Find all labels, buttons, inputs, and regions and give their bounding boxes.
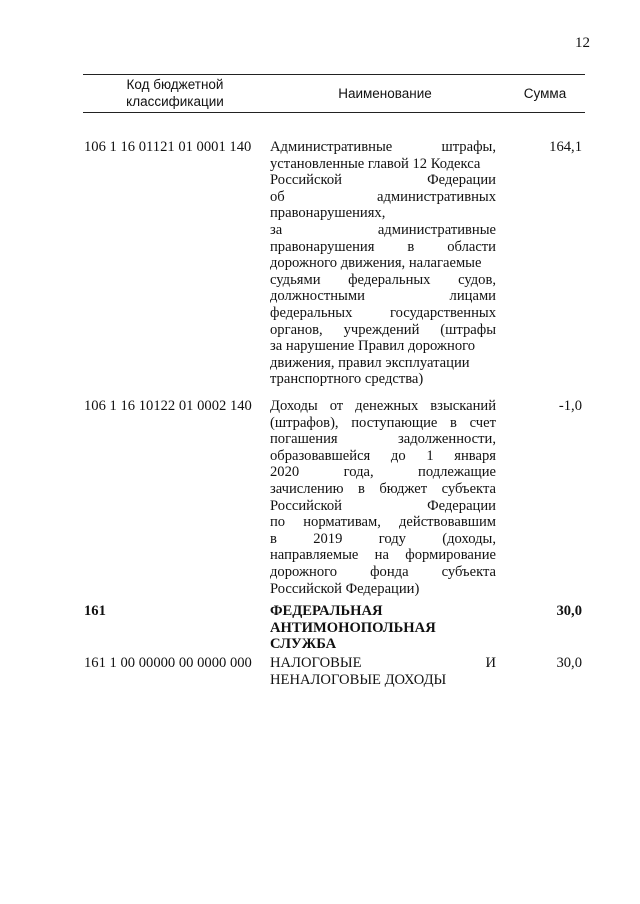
item-name-line: 2020 года, подлежащие [270, 464, 496, 481]
item-name-line: НЕНАЛОГОВЫЕ ДОХОДЫ [270, 671, 447, 688]
item-sum: 164,1 [549, 139, 582, 155]
item-name [270, 603, 496, 653]
item-name-line: ФЕДЕРАЛЬНАЯ [270, 603, 383, 619]
item-name-line: транспортного средства) [270, 371, 424, 388]
item-name-line: установленные главой 12 Кодекса [270, 155, 481, 172]
item-name-line: погашения задолженности, [270, 431, 496, 448]
budget-code: 106 1 16 01121 01 0001 140 [84, 139, 252, 155]
budget-code: 161 1 00 00000 00 0000 000 [84, 655, 252, 671]
item-name-line: правонарушениях, [270, 205, 386, 222]
item-sum: 30,0 [556, 655, 582, 671]
table-top-rule [83, 74, 585, 75]
item-name-line: Доходы от денежных взысканий [270, 398, 496, 414]
item-name-line: АНТИМОНОПОЛЬНАЯ [270, 619, 436, 636]
item-name-line: образовавшейся до 1 января [270, 447, 496, 464]
budget-code: 161 [84, 603, 106, 619]
item-name-line: (штрафов), поступающие в счет [270, 414, 496, 431]
item-sum: 30,0 [556, 603, 582, 619]
item-name [270, 398, 496, 597]
column-header-sum: Сумма [523, 86, 567, 101]
column-header-name: Наименование [338, 86, 432, 101]
item-name-line: органов, учреждений (штрафы [270, 321, 496, 338]
item-name-line: дорожного фонда субъекта [270, 563, 496, 580]
item-name-line: федеральных государственных [270, 304, 496, 321]
item-sum: -1,0 [558, 398, 582, 414]
item-name-line: Российской Федерации) [270, 580, 420, 597]
item-name-line: об административных [270, 188, 496, 205]
item-name [270, 655, 496, 688]
item-name-line: движения, правил эксплуатации [270, 354, 470, 371]
item-name-line: по нормативам, действовавшим [270, 514, 496, 531]
item-name-line: СЛУЖБА [270, 636, 337, 653]
budget-code: 106 1 16 10122 01 0002 140 [84, 398, 252, 414]
item-name-line: Российской Федерации [270, 172, 496, 189]
item-name-line: Российской Федерации [270, 497, 496, 514]
page-number: 12 [575, 35, 590, 51]
table-header-rule [83, 112, 585, 113]
item-name-line: дорожного движения, налагаемые [270, 255, 482, 272]
item-name-line: Административные штрафы, [270, 139, 496, 155]
item-name-line: зачислению в бюджет субъекта [270, 480, 496, 497]
item-name-line: за административные [270, 221, 496, 238]
item-name-line: НАЛОГОВЫЕ И [270, 655, 496, 671]
column-header-code: Код бюджетной классификации [126, 77, 224, 109]
item-name-line: направляемые на формирование [270, 547, 496, 564]
item-name-line: за нарушение Правил дорожного [270, 338, 476, 355]
item-name-line: правонарушения в области [270, 238, 496, 255]
item-name-line: в 2019 году (доходы, [270, 530, 496, 547]
item-name [270, 139, 496, 388]
item-name-line: должностными лицами [270, 288, 496, 305]
item-name-line: судьями федеральных судов, [270, 271, 496, 288]
